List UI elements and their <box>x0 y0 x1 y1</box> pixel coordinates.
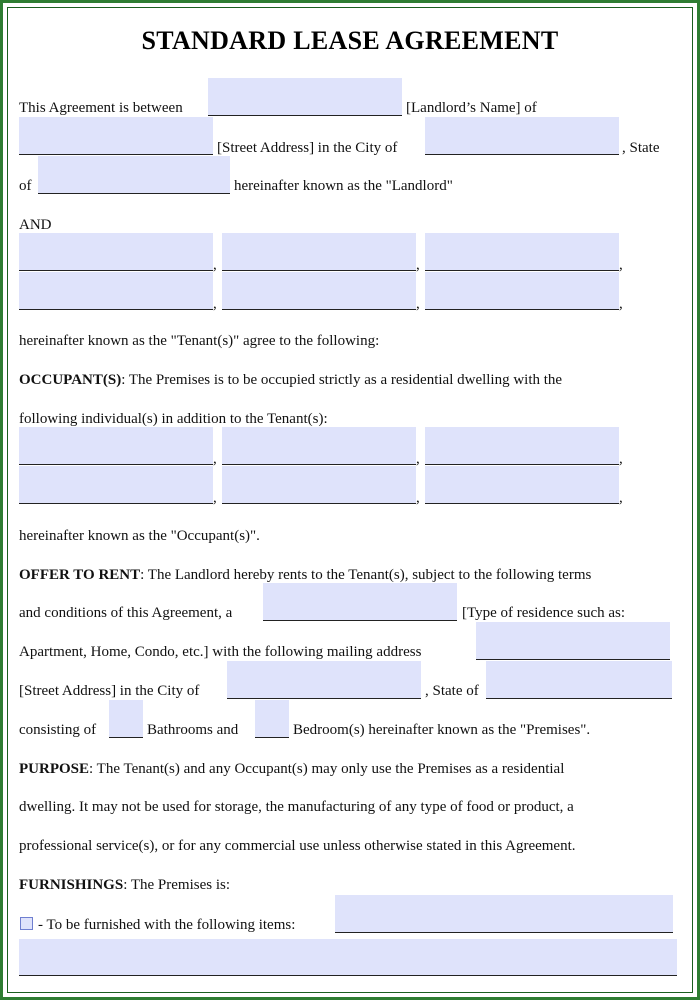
occupant-name-field[interactable] <box>222 466 416 504</box>
comma: , <box>416 296 420 312</box>
comma: , <box>213 490 217 506</box>
document-title: STANDARD LEASE AGREEMENT <box>141 26 559 55</box>
offer-text: : The Landlord hereby rents to the Tenant(s), subject to the following terms <box>140 567 592 583</box>
furnishings-heading: FURNISHINGS <box>19 877 124 893</box>
tenant-name-field[interactable] <box>425 233 619 271</box>
mailing-address-field[interactable] <box>476 622 670 660</box>
comma: , <box>416 257 420 273</box>
premises-city-field[interactable] <box>227 661 421 699</box>
occupant-name-field[interactable] <box>425 427 619 465</box>
comma: , <box>416 490 420 506</box>
occupants-paragraph <box>19 371 562 389</box>
purpose-text-2: dwelling. It may not be used for storage, the manufacturing of any type of food or product, a <box>19 799 574 815</box>
tenant-name-field[interactable] <box>19 272 213 310</box>
bedrooms-label: Bedroom(s) hereinafter known as the "Premises". <box>293 722 591 738</box>
furnished-items-field[interactable] <box>335 895 673 933</box>
occupant-name-field[interactable] <box>425 466 619 504</box>
premises-state-field[interactable] <box>486 661 672 699</box>
occupants-text-2: following individual(s) in addition to the Tenant(s): <box>19 411 328 427</box>
landlord-city-field[interactable] <box>425 117 619 155</box>
comma: , <box>213 296 217 312</box>
street-address-label: [Street Address] in the City of <box>19 683 200 699</box>
comma: , <box>213 257 217 273</box>
tenants-known-text: hereinafter known as the "Tenant(s)" agree to the following: <box>19 333 380 349</box>
comma: , <box>619 490 623 506</box>
purpose-paragraph <box>19 760 564 778</box>
landlord-street-field[interactable] <box>19 117 213 155</box>
comma: , <box>213 451 217 467</box>
offer-text-2: and conditions of this Agreement, a <box>19 605 233 621</box>
intro-text: This Agreement is between <box>19 100 183 116</box>
occupants-text: : The Premises is to be occupied strictly as a residential dwelling with the <box>121 372 563 388</box>
landlord-state-field[interactable] <box>38 156 230 194</box>
furnishings-text: : The Premises is: <box>123 877 230 893</box>
bathrooms-label: Bathrooms and <box>147 722 239 738</box>
state-of-label: , State of <box>425 683 479 699</box>
bedrooms-field[interactable] <box>255 700 289 738</box>
landlord-name-label: [Landlord’s Name] of <box>406 100 537 116</box>
of-label: of <box>19 178 32 194</box>
mailing-address-text: Apartment, Home, Condo, etc.] with the following mailing address <box>19 644 422 660</box>
furnishings-paragraph <box>19 876 230 894</box>
landlord-name-field[interactable] <box>208 78 402 116</box>
street-city-label: [Street Address] in the City of <box>217 140 398 156</box>
tenant-name-field[interactable] <box>19 233 213 271</box>
comma: , <box>619 296 623 312</box>
offer-paragraph <box>19 566 591 584</box>
occupant-name-field[interactable] <box>222 427 416 465</box>
bathrooms-field[interactable] <box>109 700 143 738</box>
tenant-name-field[interactable] <box>425 272 619 310</box>
occupant-name-field[interactable] <box>19 427 213 465</box>
tenant-name-field[interactable] <box>222 233 416 271</box>
residence-type-field[interactable] <box>263 583 457 621</box>
occupant-name-field[interactable] <box>19 466 213 504</box>
consisting-of-label: consisting of <box>19 722 97 738</box>
state-label: , State <box>622 140 660 156</box>
furnished-checkbox[interactable] <box>20 917 33 930</box>
comma: , <box>619 257 623 273</box>
purpose-text: : The Tenant(s) and any Occupant(s) may only use the Premises as a residential <box>89 761 565 777</box>
tenant-name-field[interactable] <box>222 272 416 310</box>
comma: , <box>619 451 623 467</box>
residence-type-label: [Type of residence such as: <box>462 605 626 621</box>
purpose-text-3: professional service(s), or for any commercial use unless otherwise stated in this Agreement. <box>19 838 576 854</box>
offer-heading: OFFER TO RENT <box>19 567 141 583</box>
and-label: AND <box>19 217 52 233</box>
purpose-heading: PURPOSE <box>19 761 90 777</box>
comma: , <box>416 451 420 467</box>
furnished-items-field-continued[interactable] <box>19 939 677 976</box>
occupants-known-text: hereinafter known as the "Occupant(s)". <box>19 528 260 544</box>
occupants-heading: OCCUPANT(S) <box>19 372 122 388</box>
landlord-known-text: hereinafter known as the "Landlord" <box>234 178 453 194</box>
furnished-option-label: - To be furnished with the following items: <box>38 917 296 933</box>
